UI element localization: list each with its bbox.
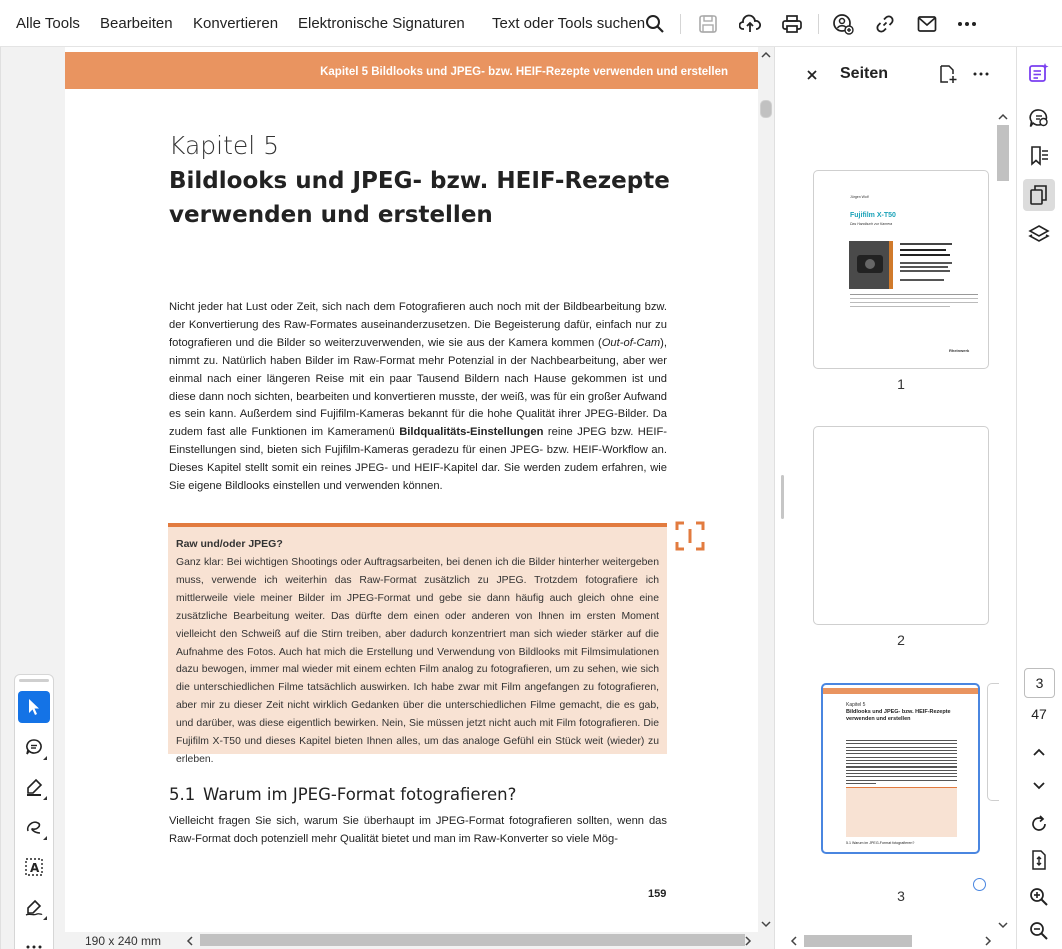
scroll-up-arrow-icon[interactable] [998,113,1008,121]
menu-edit[interactable]: Bearbeiten [100,15,173,32]
thumbnail-text-line [846,740,957,741]
zoom-in-icon [1029,887,1049,907]
page-dimensions: 190 x 240 mm [85,934,162,948]
total-pages: 47 [1031,706,1047,722]
chapter-title: Bildlooks und JPEG- bzw. HEIF-Rezepte verwenden und erstellen [169,168,670,228]
comments-button[interactable] [1023,102,1055,134]
link-icon[interactable] [873,12,897,36]
close-icon[interactable] [801,64,823,86]
thumb-section: 5.1 Warum im JPEG-Format fotografieren? [846,841,915,845]
toolbar-divider [680,14,681,34]
chapter-number: Kapitel 5 [169,131,280,160]
quick-tools-palette [14,674,54,949]
intro-italic-term: Out-of-Cam [601,336,661,349]
scroll-down-arrow-icon[interactable] [761,920,771,928]
thumb-chapter-number: Kapitel 5 [846,702,866,708]
comment-tool-button[interactable] [18,731,50,763]
scrollbar-thumb[interactable] [804,935,912,947]
thumb-book-title: Fujifilm X-T50 [850,212,896,219]
intro-bold-term: Bildqualitäts-Einstellungen [399,426,544,439]
scroll-left-arrow-icon[interactable] [186,936,194,946]
svg-text:A: A [30,861,40,875]
panel-more-icon[interactable] [970,63,992,85]
info-box-body: Ganz klar: Bei wichtigen Shootings oder Auftragsarbeiten, bei denen ich die Bilder hinterher weitergeben muss, verwende ich weiterhin das Raw-Format zusätzlich zu JPEG. Trotzdem fotografiere ich mittlerweile viele meiner Bilder im JPEG-Format und gebe sie dann häufig auch gleich ohne eine zusätzliche Bearbeitung weiter. Das dürfte dem einen oder anderen von Ihnen im ersten Moment vielleicht den Schweiß auf die Stirn treiben, aber dadurch konzentriert man sich wieder stärker auf die Aufnahme des Fotos. Auch hat mich die Erstellung und Verwendung von Bildlooks mit Filmsimulationen dazu bewogen, immer mal wieder mit einem echten Film analog zu fotografieren, um zu sehen, wie sich die unterschiedlichen Filme tatsächlich auswirken. Ich habe zwar mit Film angefangen zu fotografieren, aber mir zu dieser Zeit nicht wirklich Gedanken über die unterschiedlichen Filme gemacht, die es gab, und darüber, was diese eigentlich bewirken. Nein, Sie müssen jetzt nicht auch mit Film fotografieren. Die Fujifilm X-T50 und dieses Kapitel bieten Ihnen alles, um das analoge Gefühl ein Stück weit (wieder) zu erleben. [176,557,659,765]
scrollbar-thumb[interactable] [997,125,1009,181]
search-icon[interactable] [643,12,667,36]
pages-icon [1029,184,1049,206]
right-rail [1016,47,1062,949]
page-thumbnail-1[interactable] [813,170,989,369]
more-tools-button[interactable] [18,931,50,949]
thumbnail-text-line [846,750,957,751]
scroll-left-arrow-icon[interactable] [790,936,798,946]
pages-panel [786,47,1016,949]
thumbnail-text-line [846,770,957,771]
scroll-right-arrow-icon[interactable] [744,936,752,946]
scroll-right-arrow-icon[interactable] [984,936,992,946]
highlighter-icon [24,777,44,797]
insert-page-icon[interactable] [937,63,959,85]
status-bar [65,932,774,949]
page-thumbnail-2[interactable] [813,426,989,625]
more-icon [26,945,42,949]
thumbnail-text-line [846,780,957,781]
document-scroll-icon [1030,849,1048,871]
scrollbar-thumb[interactable] [760,100,772,118]
previous-page-button[interactable] [1023,736,1055,768]
pages-horizontal-scrollbar[interactable] [786,933,1000,949]
search-tools-label[interactable]: Text oder Tools suchen [492,15,646,32]
running-header: Kapitel 5 Bildlooks und JPEG- bzw. HEIF-Rezepte verwenden und erstellen [320,66,728,78]
mail-icon[interactable] [915,12,939,36]
zoom-out-button[interactable] [1023,915,1055,947]
select-tool-button[interactable] [18,691,50,723]
menu-all-tools[interactable]: Alle Tools [16,15,80,32]
rotate-icon [1029,814,1049,834]
thumbnail-resize-handle[interactable] [973,878,986,891]
pdf-page [65,47,758,932]
ai-assistant-button[interactable] [1023,57,1055,89]
sign-tool-button[interactable] [18,891,50,923]
pages-panel-button[interactable] [1023,179,1055,211]
top-toolbar [0,0,1062,47]
text-box-icon [24,857,44,877]
left-panel [0,47,65,949]
intro-text: reine JPEG bzw. HEIF-Einstellungen sind, bieten sich Fujifilm-Kameras geradezu für einen JPEG- bzw. HEIF-Workflow an. Dieses Kapitel stellt somit ein reines JPEG- und HEIF-Kapitel dar. Sie werden zudem erfahren, wie Sie eigene Bildlooks einstellen und verwenden können. [169,426,667,493]
thumbnail-text-line [846,763,957,764]
pages-vertical-scrollbar[interactable] [995,115,1011,933]
scan-text-icon[interactable] [675,521,705,551]
thumbnail-text-line [846,747,957,748]
highlight-tool-button[interactable] [18,771,50,803]
comments-icon [1028,107,1050,129]
page-thumbnail-3[interactable] [821,683,980,854]
scroll-down-arrow-icon[interactable] [998,921,1008,929]
thumbnail-text-line [846,783,876,784]
horizontal-scrollbar-thumb[interactable] [200,934,745,946]
print-icon[interactable] [780,12,804,36]
scroll-mode-button[interactable] [1023,844,1055,876]
book-cover-image [849,241,893,289]
bookmark-icon [1028,145,1050,167]
page-number: 159 [648,888,667,900]
current-page-input[interactable]: 3 [1024,668,1055,698]
bookmarks-button[interactable] [1023,140,1055,172]
thumbnail-text-line [846,766,957,767]
section-number: 5.1 [169,785,196,804]
save-icon[interactable] [696,12,720,36]
scroll-up-arrow-icon[interactable] [761,51,771,59]
thumbnail-text-line [846,773,957,774]
thumbnail-label-2: 2 [897,632,905,648]
thumbnail-info-box [846,787,957,837]
document-view[interactable] [65,47,758,932]
pen-sign-icon [24,897,44,917]
more-options-icon[interactable] [955,12,979,36]
thumb-book-subtitle: Das Handbuch zur Kamera [850,222,893,226]
freehand-icon [24,817,44,837]
cursor-icon [26,698,42,716]
pages-panel-title: Seiten [840,65,889,82]
running-header-band [65,52,758,89]
section-paragraph: Vielleicht fragen Sie sich, warum Sie überhaupt im JPEG-Format fotografieren sollten, wenn das Raw-Format doch potenziell mehr Qualität bietet und man im Raw-Konverter so viele Mög- [169,815,667,845]
draw-tool-button[interactable] [18,811,50,843]
ai-assistant-icon [1028,62,1050,84]
chevron-up-icon [1032,747,1046,757]
thumbnail-text-line [846,743,957,744]
thumbnail-text-line [846,776,957,777]
section-title: Warum im JPEG-Format fotografieren? [203,785,517,804]
info-box-title: Raw und/oder JPEG? [176,538,283,550]
next-page-button[interactable] [1023,770,1055,802]
drag-handle[interactable] [19,679,49,682]
layers-button[interactable] [1023,218,1055,250]
toolbar-divider [818,14,819,34]
thumb-publisher: Rheinwerk [949,348,970,353]
thumbnail-label-1: 1 [897,376,905,392]
text-tool-button[interactable] [18,851,50,883]
thumb-chapter-title: Bildlooks und JPEG- bzw. HEIF-Rezepte verwenden und erstellen [846,709,951,722]
section-heading [169,785,516,804]
thumb-author: Jürgen Wolf [850,195,869,199]
intro-paragraph [169,299,667,496]
thumbnail-text-line [846,760,957,761]
info-box [168,523,667,765]
share-user-icon[interactable] [831,12,855,36]
intro-text: ), nimmt zu. Natürlich haben Bilder im Raw-Format mehr Potenzial in der Nachbearbeitung, aber wer einmal nach einer längeren Reise mit ein paar Tausend Bildern nach Hause gekommen ist und diese dann noch sichten, bearbeiten und konvertieren musste, der weiß, was für ein großer Aufwand es sein kann. Außerdem sind Fujifilm-Kameras bekannt für die hohe Qualität ihrer JPEG-Bilder. Da zudem fast alle Funktionen im Kameramenü [169,336,667,439]
menu-e-signatures[interactable]: Elektronische Signaturen [298,15,465,32]
thumbnail-label-3: 3 [897,888,905,904]
cloud-upload-icon[interactable] [738,12,762,36]
panel-splitter[interactable] [774,47,786,949]
chevron-down-icon [1032,781,1046,791]
intro-text: Nicht jeder hat Lust oder Zeit, sich nach dem Fotografieren auch noch mit der Bildbearbeitung bzw. der Konvertierung des Raw-Formates auseinanderzusetzen. Die Begeisterung dafür, einfach nur zu fotografieren und die Bilder so weiterzuverwenden, wie sie aus der Kamera kommen ( [169,301,667,349]
zoom-out-icon [1029,921,1049,941]
splitter-handle[interactable] [781,475,784,519]
rotate-button[interactable] [1023,808,1055,840]
menu-convert[interactable]: Konvertieren [193,15,279,32]
thumbnail-text-line [846,757,957,758]
comment-icon [25,738,43,756]
layers-icon [1028,223,1050,245]
thumbnail-text-line [846,753,957,754]
zoom-in-button[interactable] [1023,881,1055,913]
document-vertical-scrollbar[interactable] [758,47,774,932]
